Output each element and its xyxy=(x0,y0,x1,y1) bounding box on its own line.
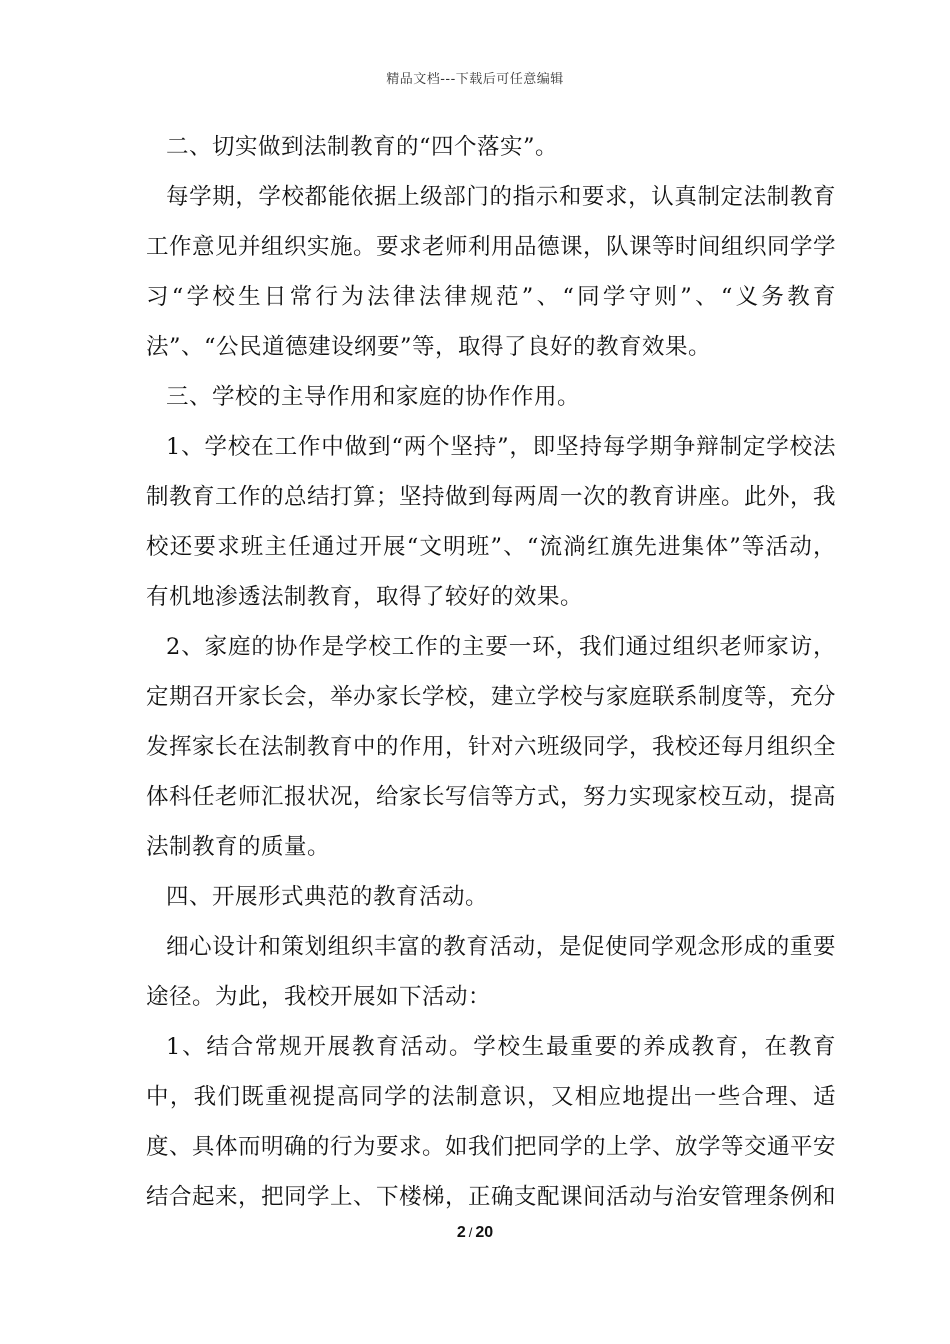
page-separator: / xyxy=(468,1225,473,1240)
body-paragraph: 1、结合常规开展教育活动。学校生最重要的养成教育，在教育中，我们既重视提高同学的法制意识，又相应地提出一些合理、适度、具体而明确的行为要求。如我们把同学的上学、放学等交通平安结合起来，把同学上、下楼梯，正确支配课间活动与治安管理条例和 xyxy=(146,1034,837,1210)
heading-two: 二、切实做到法制教育的“四个落实”。 xyxy=(166,134,559,160)
page-header: 精品文档---下载后可任意编辑 xyxy=(386,72,564,87)
heading-four: 四、开展形式典范的教育活动。 xyxy=(166,884,489,910)
body-paragraph: 每学期，学校都能依据上级部门的指示和要求，认真制定法制教育工作意见并组织实施。要求老师利用品德课，队课等时间组织同学学习“学校生日常行为法律法律规范”、“同学守则”、“义务教育法”、“公民道德建设纲要”等，取得了良好的教育效果。 xyxy=(146,184,837,360)
page-number xyxy=(0,1224,950,1242)
body-paragraph: 细心设计和策划组织丰富的教育活动，是促使同学观念形成的重要途径。为此，我校开展如下活动： xyxy=(146,934,836,1010)
total-page-count: 20 xyxy=(475,1224,494,1241)
body-paragraph: 2、家庭的协作是学校工作的主要一环，我们通过组织老师家访，定期召开家长会，举办家长学校，建立学校与家庭联系制度等，充分发挥家长在法制教育中的作用，针对六班级同学，我校还每月组织全体科任老师汇报状况，给家长写信等方式，努力实现家校互动，提高法制教育的质量。 xyxy=(146,634,837,860)
current-page-number: 2 xyxy=(456,1224,466,1241)
document-body xyxy=(146,122,836,1222)
body-paragraph: 1、学校在工作中做到“两个坚持”，即坚持每学期争辩制定学校法制教育工作的总结打算；坚持做到每两周一次的教育讲座。此外，我校还要求班主任通过开展“文明班”、“流淌红旗先进集体”等活动，有机地渗透法制教育，取得了较好的效果。 xyxy=(146,434,837,610)
heading-three: 三、学校的主导作用和家庭的协作作用。 xyxy=(166,384,581,410)
